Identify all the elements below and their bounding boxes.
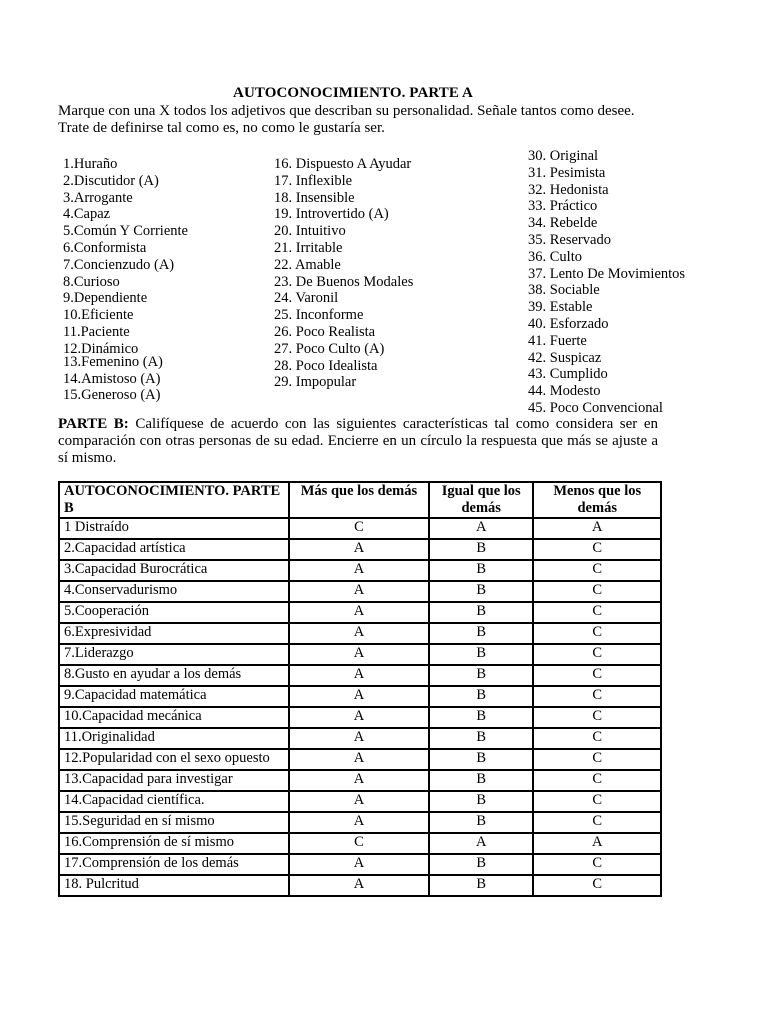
table-row — [59, 854, 661, 875]
rating-option[interactable]: A — [289, 644, 429, 665]
rating-option[interactable]: B — [429, 707, 534, 728]
rating-option[interactable]: A — [533, 833, 661, 854]
table-row — [59, 560, 661, 581]
rating-option[interactable]: A — [289, 707, 429, 728]
trait-label: 9.Capacidad matemática — [59, 686, 289, 707]
adjective-item[interactable]: 11.Paciente — [63, 323, 130, 340]
column-header-less: Menos que los demás — [533, 482, 661, 518]
adjective-item[interactable]: 36. Culto — [528, 248, 582, 265]
parte-b-instructions — [58, 416, 658, 467]
rating-option[interactable]: A — [429, 518, 534, 539]
adjective-item[interactable]: 42. Suspicaz — [528, 349, 602, 366]
table-row — [59, 791, 661, 812]
rating-option[interactable]: B — [429, 686, 534, 707]
rating-option[interactable]: B — [429, 581, 534, 602]
table-row — [59, 686, 661, 707]
adjective-item[interactable]: 3.Arrogante — [63, 189, 133, 206]
trait-label: 3.Capacidad Burocrática — [59, 560, 289, 581]
adjective-item[interactable]: 29. Impopular — [274, 374, 357, 391]
adjective-item[interactable]: 39. Estable — [528, 299, 593, 316]
adjective-item[interactable]: 30. Original — [528, 148, 599, 164]
rating-option[interactable]: B — [429, 539, 534, 560]
intro-line-2: Trate de definirse tal como es, no como le gustaría ser. — [58, 120, 385, 136]
adjective-item[interactable]: 18. Insensible — [274, 189, 355, 206]
rating-option[interactable]: A — [289, 623, 429, 644]
trait-label: 6.Expresividad — [59, 623, 289, 644]
table-row — [59, 602, 661, 623]
adjective-item[interactable]: 43. Cumplido — [528, 366, 608, 383]
rating-option[interactable]: A — [289, 854, 429, 875]
rating-option[interactable]: A — [289, 791, 429, 812]
rating-option[interactable]: B — [429, 812, 534, 833]
adjective-item[interactable]: 34. Rebelde — [528, 215, 598, 232]
table-row — [59, 875, 661, 896]
rating-option[interactable]: C — [533, 791, 661, 812]
rating-option[interactable]: C — [533, 560, 661, 581]
rating-option[interactable]: C — [533, 875, 661, 896]
trait-label: 17.Comprensión de los demás — [59, 854, 289, 875]
rating-option[interactable]: B — [429, 791, 534, 812]
adjective-item[interactable]: 31. Pesimista — [528, 164, 606, 181]
trait-label: 8.Gusto en ayudar a los demás — [59, 665, 289, 686]
trait-label: 18. Pulcritud — [59, 875, 289, 896]
rating-option[interactable]: A — [289, 728, 429, 749]
adjective-item[interactable]: 9.Dependiente — [63, 290, 148, 307]
trait-label: 5.Cooperación — [59, 602, 289, 623]
rating-option[interactable]: B — [429, 665, 534, 686]
rating-option[interactable]: B — [429, 623, 534, 644]
adjective-item[interactable]: 24. Varonil — [274, 290, 339, 307]
rating-option[interactable]: C — [289, 518, 429, 539]
adjective-item[interactable]: 4.Capaz — [63, 206, 111, 223]
table-row — [59, 539, 661, 560]
rating-option[interactable]: A — [289, 812, 429, 833]
adjective-item[interactable]: 25. Inconforme — [274, 307, 364, 324]
rating-option[interactable]: A — [289, 665, 429, 686]
rating-option[interactable]: C — [533, 812, 661, 833]
column-header-trait: AUTOCONOCIMIENTO. PARTE B — [59, 482, 289, 518]
rating-option[interactable]: C — [533, 665, 661, 686]
rating-option[interactable]: A — [289, 686, 429, 707]
adjective-item[interactable]: 19. Introvertido (A) — [274, 206, 389, 223]
rating-option[interactable]: A — [289, 602, 429, 623]
table-row — [59, 623, 661, 644]
page-title: AUTOCONOCIMIENTO. PARTE A — [233, 85, 473, 101]
column-header-equal: Igual que los demás — [429, 482, 534, 518]
rating-option[interactable]: A — [289, 539, 429, 560]
rating-option[interactable]: B — [429, 728, 534, 749]
table-row — [59, 728, 661, 749]
rating-option[interactable]: B — [429, 602, 534, 623]
rating-table — [58, 481, 662, 897]
adjective-item[interactable]: 22. Amable — [274, 256, 341, 273]
adjective-list-col1 — [63, 156, 188, 404]
rating-option[interactable]: C — [533, 644, 661, 665]
adjective-item[interactable]: 5.Común Y Corriente — [63, 223, 188, 240]
rating-option[interactable]: C — [533, 686, 661, 707]
trait-label: 11.Originalidad — [59, 728, 289, 749]
table-row — [59, 644, 661, 665]
trait-label: 1 Distraído — [59, 518, 289, 539]
adjective-item[interactable]: 20. Intuitivo — [274, 223, 346, 240]
adjective-item[interactable]: 41. Fuerte — [528, 332, 587, 349]
adjective-item[interactable]: 45. Poco Convencional — [528, 399, 663, 416]
intro-line-1: Marque con una X todos los adjetivos que describan su personalidad. Señale tantos como desee. — [58, 103, 635, 119]
rating-option[interactable]: A — [289, 770, 429, 791]
trait-label: 2.Capacidad artística — [59, 539, 289, 560]
rating-option[interactable]: A — [289, 581, 429, 602]
rating-option[interactable]: C — [533, 539, 661, 560]
table-row — [59, 812, 661, 833]
adjective-item[interactable]: 23. De Buenos Modales — [274, 273, 414, 290]
adjective-item[interactable]: 35. Reservado — [528, 231, 611, 248]
rating-option[interactable]: B — [429, 644, 534, 665]
trait-label: 14.Capacidad científica. — [59, 791, 289, 812]
table-row — [59, 518, 661, 539]
rating-option[interactable]: A — [289, 749, 429, 770]
trait-label: 4.Conservadurismo — [59, 581, 289, 602]
rating-option[interactable]: C — [289, 833, 429, 854]
adjective-item[interactable]: 40. Esforzado — [528, 315, 609, 332]
column-header-more: Más que los demás — [289, 482, 429, 518]
trait-label: 7.Liderazgo — [59, 644, 289, 665]
table-row — [59, 665, 661, 686]
rating-option[interactable]: A — [289, 875, 429, 896]
trait-label: 16.Comprensión de sí mismo — [59, 833, 289, 854]
trait-label: 13.Capacidad para investigar — [59, 770, 289, 791]
adjective-item[interactable]: 8.Curioso — [63, 273, 120, 290]
trait-label: 15.Seguridad en sí mismo — [59, 812, 289, 833]
intro-text — [58, 103, 698, 137]
adjective-item[interactable]: 37. Lento De Movimientos — [528, 265, 686, 282]
rating-option[interactable]: B — [429, 749, 534, 770]
adjective-item[interactable]: 27. Poco Culto (A) — [274, 340, 385, 357]
adjective-item[interactable]: 26. Poco Realista — [274, 323, 376, 340]
trait-label: 10.Capacidad mecánica — [59, 707, 289, 728]
adjective-item[interactable]: 16. Dispuesto A Ayudar — [274, 156, 412, 172]
adjective-item[interactable]: 15.Generoso (A) — [63, 387, 161, 404]
table-row — [59, 749, 661, 770]
table-header-row — [59, 482, 661, 518]
rating-option[interactable]: B — [429, 770, 534, 791]
rating-option[interactable]: C — [533, 749, 661, 770]
rating-option[interactable]: B — [429, 854, 534, 875]
rating-option[interactable]: C — [533, 854, 661, 875]
rating-option[interactable]: A — [429, 833, 534, 854]
rating-option[interactable]: A — [289, 560, 429, 581]
rating-option[interactable]: C — [533, 728, 661, 749]
adjective-item[interactable]: 44. Modesto — [528, 383, 601, 400]
rating-option[interactable]: A — [533, 518, 661, 539]
parte-b-text: Califíquese de acuerdo con las siguientes características tal como considera ser en comparación con otras personas de su edad. Encierre en un círculo la respuesta que más se ajuste a sí mismo. — [58, 416, 658, 466]
trait-label: 12.Popularidad con el sexo opuesto — [59, 749, 289, 770]
adjective-item[interactable]: 32. Hedonista — [528, 181, 609, 198]
rating-option[interactable]: C — [533, 581, 661, 602]
rating-option[interactable]: C — [533, 707, 661, 728]
parte-b-label: PARTE B: — [58, 416, 129, 432]
adjective-item[interactable]: 7.Concienzudo (A) — [63, 256, 175, 273]
rating-option[interactable]: B — [429, 875, 534, 896]
table-row — [59, 707, 661, 728]
adjective-list-col2 — [274, 156, 413, 391]
adjective-item[interactable]: 17. Inflexible — [274, 172, 353, 189]
rating-option[interactable]: C — [533, 602, 661, 623]
rating-option[interactable]: C — [533, 623, 661, 644]
adjective-item[interactable]: 6.Conformista — [63, 239, 147, 256]
table-row — [59, 770, 661, 791]
adjective-item[interactable]: 2.Discutidor (A) — [63, 172, 159, 189]
adjective-item[interactable]: 13.Femenino (A) — [63, 353, 163, 370]
adjective-item[interactable]: 21. Irritable — [274, 239, 343, 256]
adjective-item[interactable]: 33. Práctico — [528, 198, 598, 215]
adjective-item[interactable]: 10.Eficiente — [63, 307, 134, 324]
adjective-item[interactable]: 14.Amistoso (A) — [63, 370, 161, 387]
adjective-item[interactable]: 12.Dinámico — [63, 340, 139, 357]
table-row — [59, 581, 661, 602]
adjective-item[interactable]: 28. Poco Idealista — [274, 357, 378, 374]
rating-option[interactable]: B — [429, 560, 534, 581]
adjective-item[interactable]: 1.Huraño — [63, 156, 118, 172]
adjective-item[interactable]: 38. Sociable — [528, 282, 600, 299]
rating-option[interactable]: C — [533, 770, 661, 791]
table-row — [59, 833, 661, 854]
adjective-list-col3 — [528, 148, 685, 417]
